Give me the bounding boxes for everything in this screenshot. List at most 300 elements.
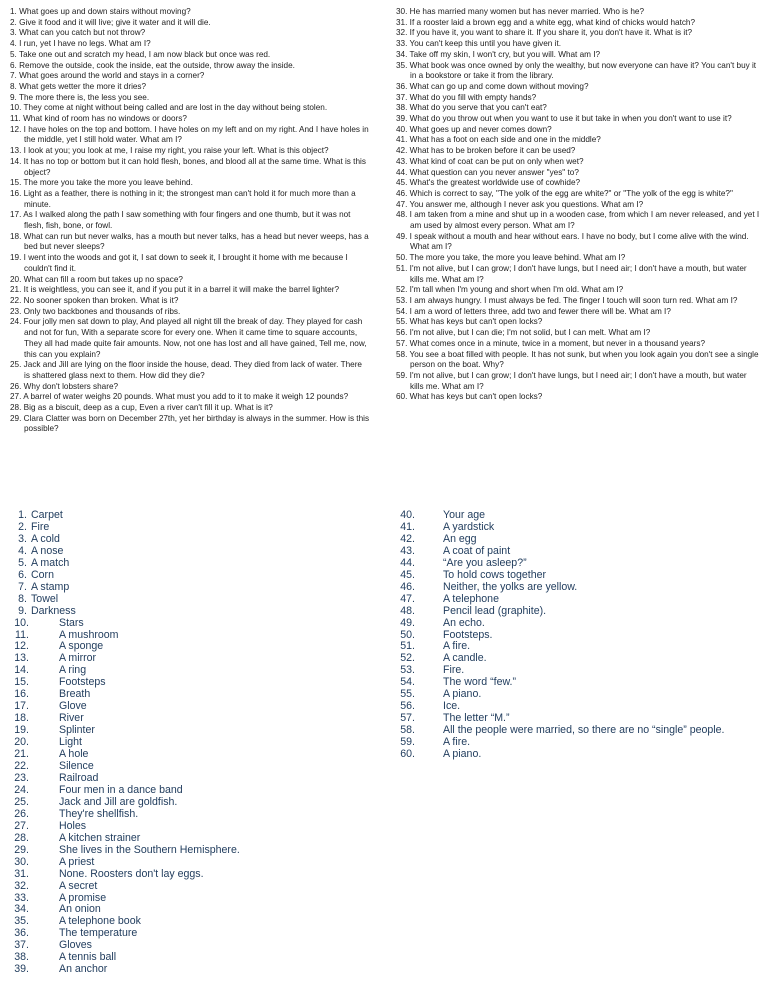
answer-number: 12. xyxy=(14,640,29,653)
question-number: 24. xyxy=(10,317,22,327)
answer-item xyxy=(400,582,760,594)
questions-left-column xyxy=(10,7,370,435)
answer-item xyxy=(14,582,374,594)
question-number: 56. xyxy=(396,328,408,338)
question-text: What comes once in a minute, twice in a moment, but never in a thousand years? xyxy=(409,338,706,348)
answer-text: A telephone xyxy=(443,592,499,605)
question-text: What can go up and come down without moving? xyxy=(409,81,589,91)
question-text: I run, yet I have no legs. What am I? xyxy=(19,39,151,49)
question-number: 35. xyxy=(396,60,408,70)
answer-number: 44. xyxy=(400,556,415,569)
question-item xyxy=(396,93,760,104)
question-number: 46. xyxy=(396,188,408,198)
answer-text: Stars xyxy=(59,616,84,629)
question-text: I'm tall when I'm young and short when I'm old. What am I? xyxy=(409,285,624,295)
answer-text: A kitchen strainer xyxy=(59,831,141,844)
answer-item xyxy=(14,845,374,857)
question-text: It has no top or bottom but it can hold flesh, bones, and blood all at the same time. What is this object? xyxy=(23,156,366,177)
question-item xyxy=(396,39,760,50)
question-item xyxy=(396,264,760,285)
question-item xyxy=(396,50,760,61)
answer-item xyxy=(14,522,374,534)
question-number: 1. xyxy=(10,7,17,16)
answer-text: She lives in the Southern Hemisphere. xyxy=(59,843,240,856)
question-text: I am a word of letters three, add two and fewer there will be. What am I? xyxy=(409,306,671,316)
answer-number: 53. xyxy=(400,664,415,677)
question-item xyxy=(396,371,760,392)
question-number: 31. xyxy=(396,17,408,27)
answer-number: 18. xyxy=(14,712,29,725)
question-item xyxy=(396,7,760,18)
answer-number: 59. xyxy=(400,736,415,749)
question-text: What can run but never walks, has a mouth but never talks, has a head but never weeps, has a bed but never sleeps? xyxy=(23,231,369,252)
question-text: If you have it, you want to share it. If you share it, you don't have it. What is it? xyxy=(409,28,693,38)
question-item xyxy=(10,71,370,82)
answer-item xyxy=(14,510,374,522)
answer-text: A mushroom xyxy=(59,628,119,641)
question-text: What do you throw out when you want to use it but take in when you don't want to use it? xyxy=(409,114,732,124)
answer-item xyxy=(14,594,374,606)
answer-item xyxy=(400,606,760,618)
answer-number: 5. xyxy=(18,556,27,569)
question-text: What goes up and down stairs without moving? xyxy=(19,7,191,16)
question-item xyxy=(396,135,760,146)
answer-text: A candle. xyxy=(443,652,487,665)
answer-text: Railroad xyxy=(59,771,99,784)
answer-text: Ice. xyxy=(443,700,461,713)
answer-number: 36. xyxy=(14,927,29,940)
question-item xyxy=(10,146,370,157)
answer-number: 7. xyxy=(18,580,27,593)
answer-text: Carpet xyxy=(31,509,63,521)
answer-item xyxy=(14,869,374,881)
question-item xyxy=(10,28,370,39)
answer-text: A piano. xyxy=(443,688,482,701)
question-number: 5. xyxy=(10,49,17,59)
answer-text: A tennis ball xyxy=(59,951,117,964)
answer-number: 10. xyxy=(14,616,29,629)
question-text: He has married many women but has never married. Who is he? xyxy=(409,7,645,16)
answer-number: 55. xyxy=(400,688,415,701)
question-item xyxy=(10,189,370,210)
answer-text: “Are you asleep?” xyxy=(443,556,527,569)
question-text: I am always hungry. I must always be fed. The finger I touch will soon turn red. What am I? xyxy=(409,295,738,305)
question-text: I look at you; you look at me, I raise my right, you raise your left. What is this object? xyxy=(23,146,329,156)
answer-text: Light xyxy=(59,736,82,749)
answer-number: 48. xyxy=(400,604,415,617)
question-text: What has keys but can't open locks? xyxy=(409,392,543,402)
question-number: 48. xyxy=(396,210,408,220)
answers-left-column xyxy=(14,510,374,976)
answer-text: Pencil lead (graphite). xyxy=(443,604,547,617)
answer-number: 46. xyxy=(400,580,415,593)
question-number: 14. xyxy=(10,156,22,166)
question-item xyxy=(396,328,760,339)
question-text: Why don't lobsters share? xyxy=(23,381,119,391)
answer-text: Fire. xyxy=(443,664,465,677)
question-number: 42. xyxy=(396,146,408,156)
question-text: What do you fill with empty hands? xyxy=(409,92,537,102)
answer-item xyxy=(400,749,760,761)
answer-text: Holes xyxy=(59,819,87,832)
question-text: What's the greatest worldwide use of cowhide? xyxy=(409,178,581,188)
question-item xyxy=(396,114,760,125)
question-text: The more you take the more you leave behind. xyxy=(23,178,193,188)
answer-item xyxy=(14,881,374,893)
question-text: What goes up and never comes down? xyxy=(409,124,552,134)
answer-text: Jack and Jill are goldfish. xyxy=(59,795,178,808)
question-text: You can't keep this until you have given it. xyxy=(409,39,561,49)
questions-right-column xyxy=(396,7,760,403)
question-item xyxy=(10,157,370,178)
question-text: Only two backbones and thousands of ribs. xyxy=(23,306,181,316)
question-text: You see a boat filled with people. It has not sunk, but when you look again you don't see a single person on the boat. Why? xyxy=(409,349,759,370)
question-item xyxy=(396,296,760,307)
answer-number: 35. xyxy=(14,915,29,928)
question-number: 15. xyxy=(10,178,22,188)
answer-number: 21. xyxy=(14,748,29,761)
question-item xyxy=(10,392,370,403)
question-text: No sooner spoken than broken. What is it? xyxy=(23,295,179,305)
answer-text: A mirror xyxy=(59,652,97,665)
answer-item xyxy=(14,821,374,833)
answer-text: A fire. xyxy=(443,736,471,749)
question-item xyxy=(396,146,760,157)
answer-text: They're shellfish. xyxy=(59,807,139,820)
question-text: What has to be broken before it can be used? xyxy=(409,146,576,156)
question-number: 17. xyxy=(10,210,22,220)
question-text: What do you serve that you can't eat? xyxy=(409,103,547,113)
question-item xyxy=(10,296,370,307)
question-item xyxy=(10,93,370,104)
answer-item xyxy=(14,964,374,976)
answer-text: Silence xyxy=(59,760,94,773)
question-text: As I walked along the path I saw something with four fingers and one thumb, but it was not flesh, fish, bone, or fowl. xyxy=(23,210,351,231)
question-item xyxy=(396,339,760,350)
question-text: The more you take, the more you leave behind. What am I? xyxy=(409,253,626,263)
question-item xyxy=(396,18,760,29)
answer-text: Neither, the yolks are yellow. xyxy=(443,580,578,593)
answer-number: 25. xyxy=(14,795,29,808)
answer-number: 41. xyxy=(400,520,415,533)
answer-text: River xyxy=(59,712,84,725)
answer-text: An anchor xyxy=(59,963,108,976)
answer-number: 22. xyxy=(14,760,29,773)
answer-number: 54. xyxy=(400,676,415,689)
answer-number: 13. xyxy=(14,652,29,665)
question-text: Take off my skin, I won't cry, but you will. What am I? xyxy=(409,49,601,59)
question-item xyxy=(10,18,370,29)
question-text: What has keys but can't open locks? xyxy=(409,317,543,327)
question-number: 43. xyxy=(396,156,408,166)
answer-text: Glove xyxy=(59,700,87,713)
question-text: I have holes on the top and bottom. I have holes on my left and on my right. And I have holes in the middle, yet I still hold water. What am I? xyxy=(23,124,369,145)
question-item xyxy=(396,178,760,189)
answer-number: 8. xyxy=(18,592,27,605)
answer-number: 11. xyxy=(15,628,29,641)
question-number: 9. xyxy=(10,92,17,102)
question-number: 2. xyxy=(10,17,17,27)
question-number: 26. xyxy=(10,381,22,391)
answer-number: 1. xyxy=(18,509,27,521)
answer-item xyxy=(14,809,374,821)
answer-text: A ring xyxy=(59,664,87,677)
question-item xyxy=(10,382,370,393)
answer-text: Footsteps xyxy=(59,676,106,689)
answer-number: 45. xyxy=(400,568,415,581)
answer-number: 9. xyxy=(18,604,27,617)
question-number: 30. xyxy=(396,7,408,16)
answer-number: 38. xyxy=(14,951,29,964)
answer-number: 50. xyxy=(400,628,415,641)
question-text: Jack and Jill are lying on the floor inside the house, dead. They died from lack of water. There is shattered glass next to them. How did they die? xyxy=(23,360,362,380)
question-item xyxy=(396,28,760,39)
answer-number: 28. xyxy=(14,831,29,844)
question-item xyxy=(10,82,370,93)
question-text: I'm not alive, but I can grow; I don't have lungs, but I need air; I don't have a mouth, but water kills me. What am I? xyxy=(409,263,747,284)
question-item xyxy=(10,253,370,274)
question-number: 18. xyxy=(10,231,22,241)
question-item xyxy=(10,7,370,18)
question-number: 13. xyxy=(10,146,22,156)
question-number: 12. xyxy=(10,124,22,134)
question-number: 23. xyxy=(10,306,22,316)
question-item xyxy=(396,61,760,82)
question-number: 25. xyxy=(10,360,22,370)
answer-number: 52. xyxy=(400,652,415,665)
question-item xyxy=(10,275,370,286)
answer-text: Four men in a dance band xyxy=(59,783,183,796)
question-number: 60. xyxy=(396,392,408,402)
question-item xyxy=(10,114,370,125)
question-text: What has a foot on each side and one in the middle? xyxy=(409,135,601,145)
answer-item xyxy=(400,570,760,582)
question-text: Take one out and scratch my head, I am now black but once was red. xyxy=(18,49,271,59)
answer-number: 32. xyxy=(14,879,29,892)
answer-number: 23. xyxy=(14,771,29,784)
question-text: Give it food and it will live; give it water and it will die. xyxy=(19,17,211,27)
answer-number: 17. xyxy=(14,700,29,713)
answer-number: 57. xyxy=(400,712,415,725)
answer-number: 14. xyxy=(14,664,29,677)
answer-text: A coat of paint xyxy=(443,544,511,557)
answer-number: 51. xyxy=(400,640,415,653)
answer-item xyxy=(14,833,374,845)
question-text: What can you catch but not throw? xyxy=(19,28,146,38)
question-text: What can fill a room but takes up no space? xyxy=(23,274,183,284)
question-item xyxy=(10,178,370,189)
answer-text: An egg xyxy=(443,532,477,545)
question-text: They come at night without being called and are lost in the day without being stolen. xyxy=(23,103,328,113)
question-number: 27. xyxy=(10,392,22,402)
answer-text: A secret xyxy=(59,879,98,892)
answer-number: 56. xyxy=(400,700,415,713)
question-item xyxy=(10,232,370,253)
answer-text: The letter “M.” xyxy=(443,712,510,725)
question-text: The more there is, the less you see. xyxy=(18,92,150,102)
answer-number: 60. xyxy=(400,748,415,761)
question-item xyxy=(396,168,760,179)
question-item xyxy=(396,125,760,136)
question-number: 41. xyxy=(396,135,408,145)
answer-text: A promise xyxy=(59,891,107,904)
answer-text: Corn xyxy=(31,568,54,581)
question-number: 8. xyxy=(10,81,17,91)
question-item xyxy=(396,189,760,200)
answer-text: A piano. xyxy=(443,748,482,761)
answer-text: Breath xyxy=(59,688,91,701)
question-number: 45. xyxy=(396,178,408,188)
question-number: 36. xyxy=(396,81,408,91)
question-number: 55. xyxy=(396,317,408,327)
question-text: What kind of room has no windows or doors? xyxy=(23,114,187,124)
question-item xyxy=(10,317,370,360)
question-item xyxy=(396,103,760,114)
question-number: 49. xyxy=(396,231,408,241)
question-number: 38. xyxy=(396,103,408,113)
question-number: 39. xyxy=(396,114,408,124)
question-item xyxy=(396,392,760,403)
question-item xyxy=(396,253,760,264)
question-number: 3. xyxy=(10,28,17,38)
answer-text: An onion xyxy=(59,903,101,916)
answer-number: 34. xyxy=(14,903,29,916)
question-text: Light as a feather, there is nothing in it; the strongest man can't hold it for much more than a minute. xyxy=(23,188,356,209)
answer-number: 47. xyxy=(400,592,415,605)
question-text: A barrel of water weighs 20 pounds. What must you add to it to make it weigh 12 pounds? xyxy=(23,392,349,402)
question-number: 40. xyxy=(396,124,408,134)
answer-number: 42. xyxy=(400,532,415,545)
answer-number: 58. xyxy=(400,724,415,737)
question-number: 28. xyxy=(10,403,22,413)
question-text: Which is correct to say, "The yolk of the egg are white?" or "The yolk of the egg is white?" xyxy=(409,188,733,198)
answer-number: 4. xyxy=(18,544,27,557)
answer-text: A match xyxy=(31,556,70,569)
question-number: 19. xyxy=(10,253,22,263)
answer-text: An echo. xyxy=(443,616,485,629)
answer-text: Darkness xyxy=(31,604,76,617)
answer-text: A sponge xyxy=(59,640,104,653)
answer-item xyxy=(400,594,760,606)
answer-text: A priest xyxy=(59,855,95,868)
answer-item xyxy=(14,534,374,546)
question-number: 21. xyxy=(10,285,22,295)
answer-number: 43. xyxy=(400,544,415,557)
question-text: Clara Clatter was born on December 27th, yet her birthday is always in the summer. How is this possible? xyxy=(23,413,370,434)
question-number: 54. xyxy=(396,306,408,316)
answer-text: All the people were married, so there are no “single” people. xyxy=(443,724,725,737)
answer-text: A telephone book xyxy=(59,915,141,928)
question-item xyxy=(10,307,370,318)
question-item xyxy=(396,200,760,211)
question-number: 4. xyxy=(10,39,17,49)
question-text: Big as a biscuit, deep as a cup, Even a river can't fill it up. What is it? xyxy=(23,403,273,413)
answer-number: 20. xyxy=(14,736,29,749)
answer-number: 15. xyxy=(14,676,29,689)
question-number: 37. xyxy=(396,92,408,102)
question-number: 51. xyxy=(396,263,408,273)
question-number: 22. xyxy=(10,295,22,305)
question-item xyxy=(396,82,760,93)
answers-right-column xyxy=(400,510,760,761)
answer-number: 30. xyxy=(14,855,29,868)
answer-number: 27. xyxy=(14,819,29,832)
question-text: Remove the outside, cook the inside, eat the outside, throw away the inside. xyxy=(19,60,295,70)
answer-number: 19. xyxy=(14,724,29,737)
question-text: I am taken from a mine and shut up in a wooden case, from which I am never released, and yet I am used by almost every person. What am I? xyxy=(409,210,760,231)
answer-item xyxy=(14,606,374,618)
answer-number: 26. xyxy=(14,807,29,820)
question-text: I went into the woods and got it, I sat down to seek it, I brought it home with me because I couldn't find it. xyxy=(23,253,348,273)
question-number: 57. xyxy=(396,338,408,348)
answer-number: 24. xyxy=(14,783,29,796)
answer-text: A yardstick xyxy=(443,520,495,533)
question-number: 44. xyxy=(396,167,408,177)
question-item xyxy=(10,103,370,114)
answer-text: A hole xyxy=(59,748,89,761)
answer-number: 39. xyxy=(14,963,29,976)
question-item xyxy=(10,360,370,381)
answer-number: 37. xyxy=(14,939,29,952)
answer-text: Towel xyxy=(31,592,59,605)
answer-item xyxy=(400,618,760,630)
question-item xyxy=(396,307,760,318)
answer-text: A nose xyxy=(31,544,64,557)
answer-text: A fire. xyxy=(443,640,471,653)
question-number: 11. xyxy=(10,114,21,124)
answer-text: The temperature xyxy=(59,927,138,940)
question-item xyxy=(10,125,370,146)
question-number: 6. xyxy=(10,60,17,70)
question-item xyxy=(10,50,370,61)
question-text: It is weightless, you can see it, and if you put it in a barrel it will make the barrel lighter? xyxy=(23,285,340,295)
question-text: If a rooster laid a brown egg and a white egg, what kind of chicks would hatch? xyxy=(409,17,696,27)
answer-text: Footsteps. xyxy=(443,628,493,641)
answer-text: A cold xyxy=(31,532,60,545)
answer-text: Splinter xyxy=(59,724,95,737)
question-item xyxy=(396,210,760,231)
question-text: I'm not alive, but I can grow; I don't have lungs, but I need air; I don't have a mouth, but water kills me. What am I? xyxy=(409,370,747,391)
answer-text: To hold cows together xyxy=(443,568,547,581)
question-item xyxy=(10,61,370,72)
answer-text: Gloves xyxy=(59,939,92,952)
question-number: 7. xyxy=(10,71,17,81)
answer-item xyxy=(14,618,374,630)
question-item xyxy=(396,232,760,253)
answer-number: 29. xyxy=(14,843,29,856)
question-item xyxy=(10,39,370,50)
answer-item xyxy=(14,857,374,869)
answer-item xyxy=(400,558,760,570)
question-number: 34. xyxy=(396,49,408,59)
question-number: 47. xyxy=(396,199,408,209)
question-number: 16. xyxy=(10,188,22,198)
answer-number: 40. xyxy=(400,509,415,521)
answer-item xyxy=(14,570,374,582)
question-number: 50. xyxy=(396,253,408,263)
question-item xyxy=(10,285,370,296)
answer-text: A stamp xyxy=(31,580,70,593)
question-number: 10. xyxy=(10,103,22,113)
question-item xyxy=(396,157,760,168)
question-text: I'm not alive, but I can die; I'm not solid, but I can melt. What am I? xyxy=(409,328,651,338)
question-text: What kind of coat can be put on only when wet? xyxy=(409,156,584,166)
answer-text: Fire xyxy=(31,520,50,533)
answer-text: The word “few.” xyxy=(443,676,517,689)
question-number: 58. xyxy=(396,349,408,359)
answer-number: 16. xyxy=(14,688,29,701)
answer-number: 33. xyxy=(14,891,29,904)
